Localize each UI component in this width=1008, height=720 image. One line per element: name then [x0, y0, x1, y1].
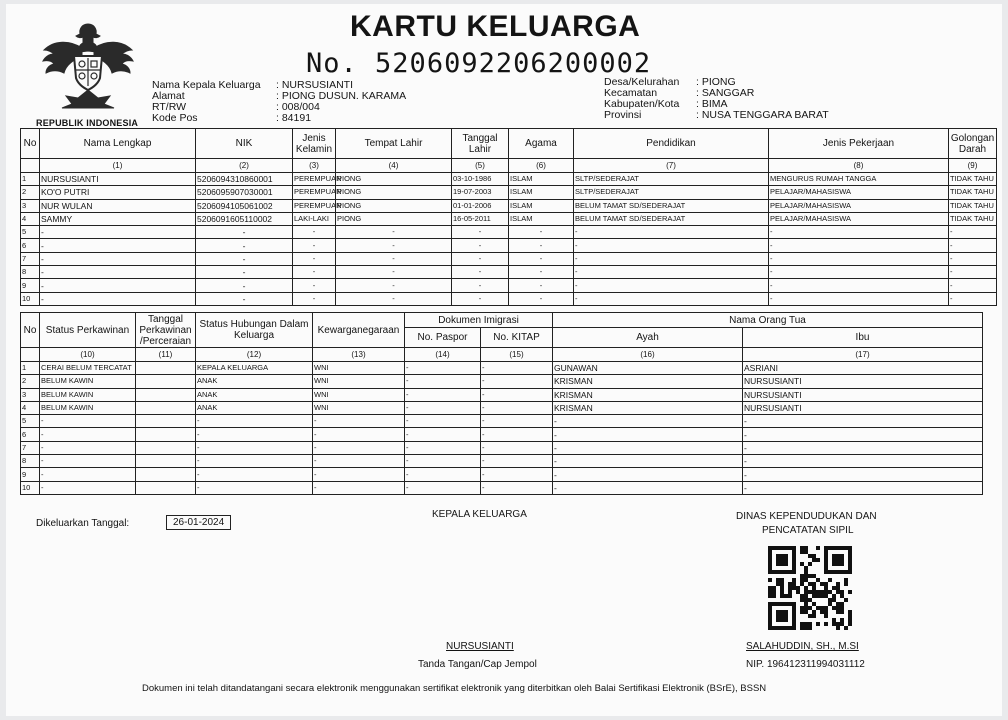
- cell-ayah: KRISMAN: [553, 388, 743, 401]
- col-header: Tempat Lahir: [336, 129, 452, 159]
- qr-code: [768, 546, 852, 630]
- cell-tempat: -: [336, 252, 452, 265]
- document-title: KARTU KELUARGA: [350, 10, 641, 43]
- cell-no: 3: [21, 199, 40, 212]
- table-row: [21, 266, 997, 279]
- cell-nama: NURSUSIANTI: [40, 173, 196, 186]
- header-left-values: [276, 80, 406, 124]
- col-header: Jenis Kelamin: [293, 129, 336, 159]
- table-row: [21, 212, 997, 225]
- table-row: [21, 186, 997, 199]
- cell-tgl: [136, 428, 196, 441]
- cell-tgl: [136, 362, 196, 375]
- cell-no: 8: [21, 266, 40, 279]
- cell-no: 5: [21, 415, 40, 428]
- cell-hub: -: [196, 468, 313, 481]
- cell-kitap: -: [481, 455, 553, 468]
- table-row: [21, 481, 983, 494]
- table-row: [21, 441, 983, 454]
- cell-nik: 5206094310860001: [196, 173, 293, 186]
- cell-tgl: -: [452, 266, 509, 279]
- cell-no: 4: [21, 212, 40, 225]
- cell-ayah: -: [553, 441, 743, 454]
- cell-kitap: -: [481, 362, 553, 375]
- table-row: [21, 388, 983, 401]
- cell-nik: 5206094105061002: [196, 199, 293, 212]
- cell-darah: -: [949, 239, 997, 252]
- cell-paspor: -: [405, 481, 481, 494]
- cell-darah: -: [949, 266, 997, 279]
- col-header: Tanggal Perkawinan /Perceraian: [136, 313, 196, 348]
- cell-wn: WNI: [313, 362, 405, 375]
- electronic-signature-disclaimer: Dokumen ini telah ditandatangani secara elektronik menggunakan sertifikat elektronik yang diterbitkan oleh Balai Sertifikasi Elektronik (BSrE), BSSN: [142, 683, 767, 694]
- cell-jk: -: [293, 266, 336, 279]
- cell-ayah: GUNAWAN: [553, 362, 743, 375]
- cell-nik: 5206095907030001: [196, 186, 293, 199]
- cell-tgl: [136, 388, 196, 401]
- field-label: Nama Kepala Keluarga: [152, 79, 261, 91]
- cell-no: 8: [21, 455, 40, 468]
- cell-status: -: [40, 415, 136, 428]
- cell-ibu: NURSUSIANTI: [743, 401, 983, 414]
- cell-nik: -: [196, 239, 293, 252]
- cell-wn: WNI: [313, 388, 405, 401]
- cell-hub: -: [196, 455, 313, 468]
- cell-tgl: -: [452, 226, 509, 239]
- cell-nama: KO'O PUTRI: [40, 186, 196, 199]
- cell-status: BELUM KAWIN: [40, 375, 136, 388]
- cell-hub: -: [196, 481, 313, 494]
- issued-date: 26-01-2024: [166, 515, 231, 530]
- cell-no: 7: [21, 441, 40, 454]
- field-label: Desa/Kelurahan: [604, 76, 680, 88]
- cell-tgl: [136, 481, 196, 494]
- cell-pendidikan: SLTP/SEDERAJAT: [574, 173, 769, 186]
- field-label: Alamat: [152, 90, 185, 102]
- cell-pekerjaan: PELAJAR/MAHASISWA: [769, 212, 949, 225]
- cell-no: 10: [21, 292, 40, 305]
- cell-ayah: -: [553, 455, 743, 468]
- cell-ayah: -: [553, 428, 743, 441]
- kepala-keluarga-name: NURSUSIANTI: [446, 641, 514, 652]
- field-value: : 008/004: [276, 101, 320, 113]
- cell-wn: -: [313, 455, 405, 468]
- col-number: (10): [40, 348, 136, 362]
- cell-hub: ANAK: [196, 375, 313, 388]
- table-row: [21, 362, 983, 375]
- col-header: Status Perkawinan: [40, 313, 136, 348]
- cell-ayah: -: [553, 481, 743, 494]
- cell-kitap: -: [481, 481, 553, 494]
- field-label: Provinsi: [604, 109, 642, 121]
- col-number: (13): [313, 348, 405, 362]
- cell-agama: ISLAM: [509, 212, 574, 225]
- cell-tempat: -: [336, 292, 452, 305]
- cell-nik: -: [196, 266, 293, 279]
- cell-tgl: [136, 455, 196, 468]
- cell-pekerjaan: PELAJAR/MAHASISWA: [769, 199, 949, 212]
- cell-tgl: 16-05-2011: [452, 212, 509, 225]
- field-value: : 84191: [276, 112, 312, 124]
- cell-no: 6: [21, 239, 40, 252]
- cell-pendidikan: -: [574, 292, 769, 305]
- col-number: (7): [574, 159, 769, 173]
- col-header: Ayah: [553, 328, 743, 348]
- cell-ibu: -: [743, 468, 983, 481]
- cell-pekerjaan: -: [769, 292, 949, 305]
- cell-no: 7: [21, 252, 40, 265]
- cell-hub: -: [196, 441, 313, 454]
- cell-nama: -: [40, 266, 196, 279]
- dinas-title-line2: PENCATATAN SIPIL: [762, 525, 854, 536]
- cell-tgl: -: [452, 252, 509, 265]
- cell-darah: TIDAK TAHU: [949, 199, 997, 212]
- cell-nama: -: [40, 239, 196, 252]
- col-number: (9): [949, 159, 997, 173]
- field-value: : SANGGAR: [696, 87, 755, 99]
- dinas-title-line1: DINAS KEPENDUDUKAN DAN: [736, 511, 877, 522]
- cell-agama: ISLAM: [509, 199, 574, 212]
- cell-tempat: -: [336, 226, 452, 239]
- cell-nama: SAMMY: [40, 212, 196, 225]
- cell-no: 3: [21, 388, 40, 401]
- cell-no: 1: [21, 173, 40, 186]
- col-number: (3): [293, 159, 336, 173]
- cell-ibu: -: [743, 415, 983, 428]
- col-number: (12): [196, 348, 313, 362]
- cell-pekerjaan: -: [769, 252, 949, 265]
- cell-darah: -: [949, 279, 997, 292]
- cell-tempat: -: [336, 239, 452, 252]
- cell-pendidikan: -: [574, 279, 769, 292]
- status-table: [20, 312, 983, 495]
- cell-nik: -: [196, 292, 293, 305]
- cell-agama: -: [509, 292, 574, 305]
- cell-darah: -: [949, 292, 997, 305]
- col-number: (5): [452, 159, 509, 173]
- cell-no: 2: [21, 375, 40, 388]
- republic-label: REPUBLIK INDONESIA: [36, 118, 139, 128]
- cell-hub: -: [196, 428, 313, 441]
- cell-paspor: -: [405, 375, 481, 388]
- field-value: : NURSUSIANTI: [276, 79, 354, 91]
- cell-hub: -: [196, 415, 313, 428]
- cell-paspor: -: [405, 441, 481, 454]
- kk-number-prefix: No.: [306, 48, 358, 79]
- cell-darah: TIDAK TAHU: [949, 186, 997, 199]
- cell-agama: -: [509, 239, 574, 252]
- cell-pendidikan: BELUM TAMAT SD/SEDERAJAT: [574, 212, 769, 225]
- cell-no: 9: [21, 468, 40, 481]
- cell-wn: -: [313, 428, 405, 441]
- col-header: No. KITAP: [481, 328, 553, 348]
- cell-jk: -: [293, 279, 336, 292]
- cell-nik: -: [196, 226, 293, 239]
- cell-tempat: PIONG: [336, 199, 452, 212]
- cell-ibu: NURSUSIANTI: [743, 388, 983, 401]
- cell-jk: -: [293, 252, 336, 265]
- cell-pendidikan: SLTP/SEDERAJAT: [574, 186, 769, 199]
- cell-nama: -: [40, 292, 196, 305]
- field-label: RT/RW: [152, 101, 187, 113]
- table-row: [21, 173, 997, 186]
- field-label: Kabupaten/Kota: [604, 98, 680, 110]
- table-row: [21, 468, 983, 481]
- cell-wn: -: [313, 481, 405, 494]
- cell-ibu: -: [743, 455, 983, 468]
- signature-caption: Tanda Tangan/Cap Jempol: [418, 659, 537, 670]
- col-header: Kewarganegaraan: [313, 313, 405, 348]
- cell-no: 6: [21, 428, 40, 441]
- cell-darah: -: [949, 252, 997, 265]
- cell-no: 2: [21, 186, 40, 199]
- cell-tgl: [136, 468, 196, 481]
- field-label: Kode Pos: [152, 112, 198, 124]
- cell-kitap: -: [481, 441, 553, 454]
- cell-jk: PEREMPUAN: [293, 186, 336, 199]
- cell-tgl: -: [452, 292, 509, 305]
- cell-tgl: [136, 415, 196, 428]
- cell-paspor: -: [405, 401, 481, 414]
- col-number: (16): [553, 348, 743, 362]
- cell-paspor: -: [405, 388, 481, 401]
- cell-agama: ISLAM: [509, 186, 574, 199]
- cell-status: -: [40, 455, 136, 468]
- header-left-labels: [152, 80, 261, 124]
- cell-ayah: -: [553, 468, 743, 481]
- col-number: (11): [136, 348, 196, 362]
- cell-pekerjaan: -: [769, 279, 949, 292]
- field-label: Kecamatan: [604, 87, 658, 99]
- col-number: (1): [40, 159, 196, 173]
- cell-tempat: PIONG: [336, 212, 452, 225]
- table-row: [21, 199, 997, 212]
- col-header: Agama: [509, 129, 574, 159]
- kk-number-value: 5206092206200002: [375, 48, 652, 79]
- cell-status: -: [40, 468, 136, 481]
- cell-no: 4: [21, 401, 40, 414]
- cell-nama: -: [40, 279, 196, 292]
- table-row: [21, 279, 997, 292]
- cell-pendidikan: -: [574, 239, 769, 252]
- cell-kitap: -: [481, 428, 553, 441]
- cell-wn: WNI: [313, 375, 405, 388]
- cell-jk: LAKI-LAKI: [293, 212, 336, 225]
- table-row: [21, 252, 997, 265]
- cell-agama: -: [509, 226, 574, 239]
- cell-ibu: -: [743, 441, 983, 454]
- table-row: [21, 292, 997, 305]
- cell-tempat: -: [336, 279, 452, 292]
- cell-jk: -: [293, 292, 336, 305]
- cell-wn: -: [313, 415, 405, 428]
- table-row: [21, 239, 997, 252]
- cell-jk: -: [293, 239, 336, 252]
- member-table: [20, 128, 997, 306]
- table-row: [21, 428, 983, 441]
- garuda-emblem-icon: [38, 18, 138, 118]
- cell-pendidikan: BELUM TAMAT SD/SEDERAJAT: [574, 199, 769, 212]
- cell-hub: ANAK: [196, 388, 313, 401]
- col-number: (14): [405, 348, 481, 362]
- cell-tgl: 19-07-2003: [452, 186, 509, 199]
- cell-nama: NUR WULAN: [40, 199, 196, 212]
- col-number: (2): [196, 159, 293, 173]
- cell-no: 9: [21, 279, 40, 292]
- col-header: Pendidikan: [574, 129, 769, 159]
- cell-status: CERAI BELUM TERCATAT: [40, 362, 136, 375]
- cell-kitap: -: [481, 468, 553, 481]
- col-number: (15): [481, 348, 553, 362]
- cell-agama: ISLAM: [509, 173, 574, 186]
- cell-tempat: PIONG: [336, 173, 452, 186]
- cell-pekerjaan: PELAJAR/MAHASISWA: [769, 186, 949, 199]
- col-number: [21, 159, 40, 173]
- col-header: Tanggal Lahir: [452, 129, 509, 159]
- cell-tgl: 01-01-2006: [452, 199, 509, 212]
- cell-pekerjaan: -: [769, 226, 949, 239]
- table-row: [21, 375, 983, 388]
- kepala-keluarga-title: KEPALA KELUARGA: [432, 509, 527, 520]
- cell-ibu: -: [743, 481, 983, 494]
- cell-kitap: -: [481, 401, 553, 414]
- official-nip: NIP. 196412311994031112: [746, 659, 865, 670]
- cell-paspor: -: [405, 455, 481, 468]
- col-number: (6): [509, 159, 574, 173]
- col-header: No. Paspor: [405, 328, 481, 348]
- col-header: Ibu: [743, 328, 983, 348]
- col-header: Dokumen Imigrasi: [405, 313, 553, 328]
- cell-paspor: -: [405, 468, 481, 481]
- col-header: No: [21, 129, 40, 159]
- col-number: (8): [769, 159, 949, 173]
- cell-status: -: [40, 481, 136, 494]
- cell-paspor: -: [405, 362, 481, 375]
- cell-tgl: 03-10-1986: [452, 173, 509, 186]
- cell-wn: -: [313, 441, 405, 454]
- cell-kitap: -: [481, 375, 553, 388]
- col-header: Golongan Darah: [949, 129, 997, 159]
- cell-pekerjaan: -: [769, 266, 949, 279]
- cell-pekerjaan: -: [769, 239, 949, 252]
- cell-kitap: -: [481, 388, 553, 401]
- cell-status: BELUM KAWIN: [40, 388, 136, 401]
- cell-hub: KEPALA KELUARGA: [196, 362, 313, 375]
- cell-paspor: -: [405, 428, 481, 441]
- cell-nik: 5206091605110002: [196, 212, 293, 225]
- cell-status: -: [40, 441, 136, 454]
- cell-tempat: -: [336, 266, 452, 279]
- cell-jk: PEREMPUAN: [293, 199, 336, 212]
- field-value: : BIMA: [696, 98, 728, 110]
- cell-no: 1: [21, 362, 40, 375]
- kk-number: [306, 48, 651, 79]
- cell-kitap: -: [481, 415, 553, 428]
- cell-ayah: KRISMAN: [553, 401, 743, 414]
- cell-nik: -: [196, 279, 293, 292]
- cell-ayah: -: [553, 415, 743, 428]
- field-value: : PIONG: [696, 76, 736, 88]
- table-row: [21, 415, 983, 428]
- field-value: : NUSA TENGGARA BARAT: [696, 109, 829, 121]
- cell-tgl: -: [452, 279, 509, 292]
- col-number: (4): [336, 159, 452, 173]
- cell-darah: TIDAK TAHU: [949, 212, 997, 225]
- col-header: No: [21, 313, 40, 348]
- field-value: : PIONG DUSUN. KARAMA: [276, 90, 407, 102]
- cell-pendidikan: -: [574, 266, 769, 279]
- cell-darah: -: [949, 226, 997, 239]
- col-header: Nama Lengkap: [40, 129, 196, 159]
- cell-ibu: -: [743, 428, 983, 441]
- table-row: [21, 455, 983, 468]
- cell-wn: WNI: [313, 401, 405, 414]
- cell-tgl: [136, 375, 196, 388]
- table-row: [21, 226, 997, 239]
- cell-ayah: KRISMAN: [553, 375, 743, 388]
- cell-jk: -: [293, 226, 336, 239]
- cell-agama: -: [509, 279, 574, 292]
- cell-tgl: [136, 401, 196, 414]
- cell-no: 10: [21, 481, 40, 494]
- cell-status: BELUM KAWIN: [40, 401, 136, 414]
- cell-nama: -: [40, 226, 196, 239]
- header-right-values: [696, 77, 829, 121]
- cell-agama: -: [509, 266, 574, 279]
- cell-darah: TIDAK TAHU: [949, 173, 997, 186]
- cell-tgl: [136, 441, 196, 454]
- cell-tempat: PIONG: [336, 186, 452, 199]
- cell-nik: -: [196, 252, 293, 265]
- cell-pekerjaan: MENGURUS RUMAH TANGGA: [769, 173, 949, 186]
- col-header: Nama Orang Tua: [553, 313, 983, 328]
- issued-label: Dikeluarkan Tanggal:: [36, 518, 130, 529]
- cell-no: 5: [21, 226, 40, 239]
- header-right-labels: [604, 77, 679, 121]
- cell-hub: ANAK: [196, 401, 313, 414]
- col-number: [21, 348, 40, 362]
- cell-wn: -: [313, 468, 405, 481]
- col-header: Jenis Pekerjaan: [769, 129, 949, 159]
- cell-agama: -: [509, 252, 574, 265]
- cell-ibu: ASRIANI: [743, 362, 983, 375]
- cell-jk: PEREMPUAN: [293, 173, 336, 186]
- cell-tgl: -: [452, 239, 509, 252]
- cell-status: -: [40, 428, 136, 441]
- cell-pendidikan: -: [574, 252, 769, 265]
- cell-pendidikan: -: [574, 226, 769, 239]
- table-row: [21, 401, 983, 414]
- cell-ibu: NURSUSIANTI: [743, 375, 983, 388]
- cell-nama: -: [40, 252, 196, 265]
- col-number: (17): [743, 348, 983, 362]
- cell-paspor: -: [405, 415, 481, 428]
- official-name: SALAHUDDIN, SH., M.SI: [746, 641, 859, 652]
- col-header: Status Hubungan Dalam Keluarga: [196, 313, 313, 348]
- col-header: NIK: [196, 129, 293, 159]
